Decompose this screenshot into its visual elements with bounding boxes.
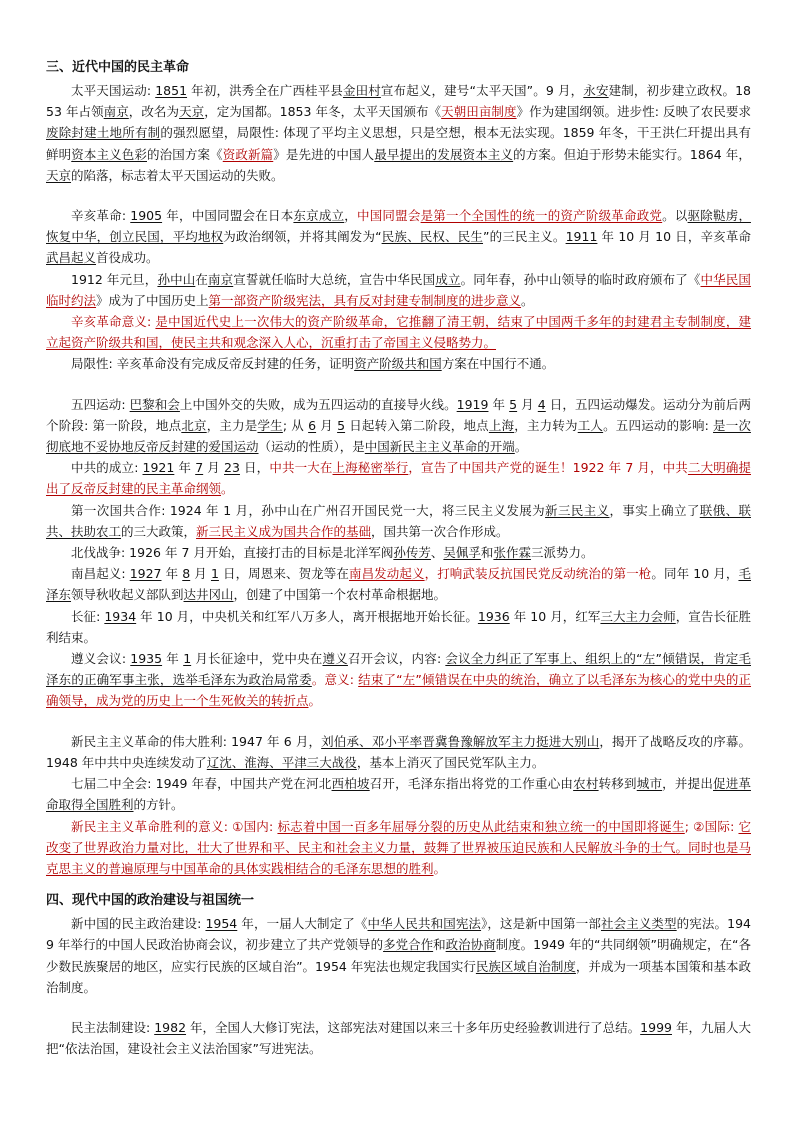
- text-run: 月: [203, 460, 225, 476]
- paragraph: [46, 816, 751, 880]
- underlined-term: 金田村: [342, 83, 381, 98]
- highlighted-text: 。: [308, 693, 322, 709]
- underlined-term: 4: [537, 396, 546, 412]
- underlined-term: 中华人民共和国宪法: [367, 916, 482, 932]
- text-run: 。同年春，孙中山领导的临时政府颁布了《: [460, 271, 701, 287]
- text-run: ，定为国都。1853 年冬，太平天国颁布《: [204, 104, 442, 120]
- text-run: 的陷落，标志着太平天国运动的失败。: [71, 167, 284, 183]
- text-run: 年: [162, 651, 184, 667]
- section-heading: 三、近代中国的民主革命: [46, 60, 190, 75]
- text-run: 召开，毛泽东指出将党的工作重心由: [369, 776, 574, 792]
- underlined-term: 天京: [179, 104, 205, 120]
- paragraph: [46, 311, 751, 353]
- underlined-term: 1982: [154, 1019, 187, 1035]
- highlighted-text: 。: [433, 860, 447, 876]
- underlined-term: 南京: [207, 271, 234, 287]
- paragraph: [46, 1017, 751, 1059]
- underlined-term: 吴佩孚: [443, 545, 481, 561]
- text-run: 的方案。但迫于形势未能实行。1864 年，: [513, 146, 751, 162]
- underlined-term: 多党合作: [383, 937, 434, 953]
- text-run: 局限性: 辛亥革命没有完成反帝反封建的任务，证明: [71, 356, 355, 372]
- text-run: 为政治纲领，并将其阐发为“: [223, 229, 382, 245]
- paragraph: [46, 80, 751, 186]
- text-run: 制度。1949 年的“共同纲领”明确规定，在“各少数民族聚居的地区，应实行民族的区域自治”。1954 年宪法也规定我国实行: [46, 937, 751, 974]
- text-run: 的三大政策，: [121, 523, 197, 539]
- text-run: 上中国外交的失败，成为五四运动的直接导火线。: [179, 396, 457, 412]
- underlined-term: 达井冈山: [183, 587, 234, 603]
- highlighted-underlined-term: 是第一个全国性的统一的资产阶级革命政党: [420, 208, 663, 224]
- underlined-term: 北京: [181, 417, 207, 433]
- text-run: 建制，初步建立政权。1853 年占领: [46, 83, 751, 120]
- text-run: ，: [344, 208, 357, 224]
- underlined-term: 永安: [583, 83, 609, 98]
- underlined-term: 1999: [640, 1019, 672, 1035]
- paragraph: [46, 542, 751, 563]
- block-spacer: [46, 186, 751, 205]
- paragraph: [46, 563, 751, 605]
- highlighted-underlined-term: 天朝田亩制度: [441, 104, 517, 120]
- text-run: 民主法制建设:: [71, 1019, 155, 1035]
- underlined-term: 1921: [142, 460, 175, 476]
- text-run: 年 10 月 10 日，辛亥革命: [597, 229, 751, 245]
- text-run: 南昌起义:: [71, 566, 130, 582]
- underlined-term: 辽沈、淮海、平津三大战役: [206, 754, 357, 770]
- underlined-term: 学生: [257, 417, 283, 433]
- text-run: 月长征途中，党中央在: [191, 651, 323, 667]
- underlined-term: 民族区域自治制度: [475, 958, 576, 974]
- text-run: 1912 年元旦，: [71, 271, 158, 287]
- text-run: 。五四运动的影响:: [603, 417, 714, 433]
- underlined-term: 1911: [565, 229, 598, 245]
- underlined-term: 1934: [104, 608, 137, 624]
- underlined-term: 孙中山: [157, 271, 196, 287]
- text-run: 》，这是新中国第一部: [481, 916, 601, 932]
- underlined-term: 最早提出的发展资本主义: [374, 146, 514, 162]
- underlined-term: 刘伯承、邓小平率晋冀鲁豫解放军主力挺进大别山: [321, 733, 600, 749]
- text-run: 七届二中全会: 1949 年春，中国共产党在河北: [71, 776, 332, 792]
- highlighted-underlined-term: 第一部资产阶级宪法，具有反对封建专制制度的进步意义: [208, 292, 522, 308]
- highlighted-text: ，宣告了中国共产党的诞生！1922 年 7 月，中共: [408, 460, 688, 476]
- text-run: ”的三民主义。: [483, 229, 566, 245]
- text-run: 辛亥革命:: [71, 208, 131, 224]
- underlined-term: 中国新民主主义革命的开端: [364, 439, 515, 455]
- underlined-term: 1851: [155, 83, 188, 98]
- highlighted-text: 中共一大在: [269, 460, 333, 476]
- text-run: ，主力是: [206, 417, 258, 433]
- block-spacer: [46, 712, 751, 731]
- highlighted-underlined-term: 南昌发动起义: [348, 566, 425, 582]
- text-run: 年，九届人大把“依法治国，建设社会主义法治国家”写进宪法。: [46, 1019, 751, 1057]
- underlined-term: 5: [337, 417, 346, 433]
- text-run: ，并成为一项基本国策和基本政治制度。: [46, 958, 751, 995]
- text-run: 北伐战争: 1926 年 7 月开始，直接打击的目标是北洋军阀: [71, 545, 394, 561]
- text-run: ，事实上确立了: [609, 502, 700, 518]
- text-run: 年，中国同盟会在日本: [162, 208, 294, 224]
- paragraph: [46, 731, 751, 773]
- underlined-term: 上海: [488, 417, 515, 433]
- highlighted-text: 辛亥革命意义:: [71, 314, 156, 330]
- underlined-term: 会议全力纠正了军事上、组织上的“左”倾错误，肯定毛泽东的正确军事主张，选举毛泽东为政治局常委: [46, 651, 751, 688]
- text-run: （运动的性质），是: [258, 439, 365, 455]
- text-run: ，揭开了战略反攻的序幕。1948 年中共中央连续发动了: [46, 733, 751, 770]
- text-run: 新民主主义革命的伟大胜利: 1947 年 6 月，: [71, 733, 322, 749]
- highlighted-text: 。: [221, 481, 234, 497]
- block-spacer: [46, 998, 751, 1017]
- underlined-term: 7: [195, 460, 204, 476]
- underlined-term: 南京: [103, 104, 129, 120]
- text-run: 的宪法。1949 年举行的中国人民政治协商会议，初步建立了共产党领导的: [46, 916, 751, 953]
- text-run: 》作为建国纲领。进步性: 反映了农民要求: [516, 104, 751, 120]
- text-run: 遵义会议:: [71, 651, 131, 667]
- text-run: 年 10 月，中央机关和红军八万多人，离开根据地开始长征。: [136, 608, 478, 624]
- text-run: 太平天国运动:: [71, 83, 156, 98]
- text-run: 日起转入第二阶段，地点: [345, 417, 489, 433]
- highlighted-underlined-term: 结束了“左”倾错误在中央的统治，确立了以毛泽东为核心的党中央的正确领导，成为党的历史上一个生死攸关的转折点: [46, 672, 752, 709]
- highlighted-text: ，打响武装反抗国民党反动统治的第一枪: [424, 566, 652, 582]
- underlined-term: 西柏坡: [331, 776, 370, 792]
- paragraph: [46, 205, 751, 269]
- underlined-term: 驱除鞑虏，恢复中华，创立民国，平均地权: [46, 208, 751, 245]
- underlined-term: 工人: [577, 417, 604, 433]
- text-run: ，创建了中国第一个农村革命根据地。: [233, 587, 447, 603]
- paragraph: [46, 773, 751, 815]
- underlined-term: 农村: [573, 776, 599, 792]
- text-run: 。: [514, 439, 528, 455]
- text-run: 新中国的民主政治建设:: [71, 916, 206, 932]
- text-run: 首役成功。: [96, 250, 159, 266]
- underlined-term: 天京: [46, 167, 72, 183]
- highlighted-underlined-term: 它改变了世界政治力量对比，壮大了世界和平、民主和社会主义力量，鼓舞了世界被压迫民族和人民解放斗争的士气。同时也是马克思主义的普遍原理与中国革命的具体实践相结合的毛泽东思想的胜利: [46, 818, 751, 876]
- text-run: 日，五四运动爆发。运动分为前后两个阶段: 第一阶段，地点: [46, 396, 751, 433]
- text-run: 》是先进的中国人: [273, 146, 375, 162]
- underlined-term: 毛泽东: [46, 566, 751, 603]
- paragraph: [46, 457, 751, 499]
- highlighted-underlined-term: 新三民主义成为国共合作的基础: [196, 523, 372, 539]
- paragraph: [46, 353, 751, 374]
- block-spacer: [46, 375, 751, 394]
- text-run: 五四运动:: [71, 396, 130, 412]
- text-run: 月: [316, 417, 338, 433]
- text-run: ; 从: [282, 417, 309, 433]
- underlined-term: 民族、民权、民生: [381, 229, 484, 245]
- underlined-term: 新三民主义: [545, 502, 610, 518]
- text-run: 的方针。: [133, 797, 184, 813]
- text-run: 年初，洪秀全在广西桂平县: [187, 83, 343, 98]
- text-run: 宣布起义，建号“太平天国”。9 月，: [380, 83, 584, 98]
- highlighted-underlined-term: 资政新篇: [222, 146, 274, 162]
- text-run: 第一次国共合作: 1924 年 1 月，孙中山在广州召开国民党一大，将三民主义发展为: [71, 502, 546, 518]
- underlined-term: 是一次彻底地不妥协地反帝反封建的爱国运动: [46, 417, 751, 455]
- highlighted-underlined-term: 上海秘密举行: [332, 460, 409, 476]
- underlined-term: 城市: [636, 776, 663, 792]
- underlined-term: 资产阶级共和国: [354, 356, 442, 372]
- text-run: 年: [161, 566, 183, 582]
- text-run: ，国共第一次合作形成。: [371, 523, 509, 539]
- paragraph: [46, 606, 751, 648]
- highlighted-text: 新民主主义革命胜利的意义: ①国内:: [71, 818, 278, 834]
- underlined-term: 1: [183, 651, 192, 667]
- underlined-term: 促进革命取得全国胜利: [46, 776, 751, 813]
- text-run: 日，: [239, 460, 270, 476]
- underlined-term: 1: [210, 566, 219, 582]
- text-run: 年，一届人大制定了《: [237, 916, 368, 932]
- text-run: 年: [488, 396, 510, 412]
- highlighted-underlined-term: 标志着中国一百多年屈辱分裂的历史从此结束和独立统一的中国即将诞生: [277, 818, 685, 834]
- highlighted-text: 中国同盟会: [357, 208, 421, 224]
- highlighted-text: ; ②国际:: [684, 818, 739, 834]
- underlined-term: 巴黎和会: [129, 396, 180, 412]
- underlined-term: 资本主义色彩: [71, 146, 147, 162]
- text-run: 和: [433, 937, 446, 953]
- underlined-term: 1919: [456, 396, 489, 412]
- underlined-term: 武昌起义: [46, 250, 97, 266]
- text-run: 月: [517, 396, 538, 412]
- text-run: 。以: [662, 208, 688, 224]
- text-run: 年: [174, 460, 196, 476]
- underlined-term: 政治协商: [445, 937, 496, 953]
- underlined-term: 1936: [477, 608, 510, 624]
- underlined-term: 三大主力会师: [600, 608, 676, 624]
- text-run: 。同年 10 月，: [651, 566, 739, 582]
- text-run: 年，全国人大修订宪法，这部宪法对建国以来三十多年历史经验教训进行了总结。: [186, 1019, 641, 1035]
- highlighted-underlined-term: 中华民国临时约法: [46, 271, 751, 308]
- paragraph: [46, 648, 751, 712]
- highlighted-underlined-term: 二大明确提出了反帝反封建的民主革命纲领: [46, 460, 751, 497]
- text-run: 长征:: [71, 608, 105, 624]
- text-run: 的强烈愿望，局限性: 体现了平均主义思想，只是空想，根本无法实现。1859 年冬，干王洪仁玕提出具有鲜明: [46, 125, 751, 162]
- underlined-term: 6: [308, 417, 317, 433]
- text-run: ，宣告长征胜利结束。: [46, 608, 752, 645]
- document-body: [46, 58, 751, 1059]
- underlined-term: 孙传芳: [393, 545, 431, 561]
- text-run: 年 10 月，红军: [509, 608, 601, 624]
- highlighted-underlined-term: 是中国近代史上一次伟大的资产阶级革命，它推翻了清王朝，结束了中国两千多年的封建君主专制制度，建立起资产阶级共和国，使民主共和观念深入人心，沉重打击了帝国主义侵略势力。: [46, 314, 751, 351]
- underlined-term: 1905: [130, 208, 163, 224]
- paragraph: [46, 394, 751, 458]
- text-run: 三派势力。: [530, 545, 594, 561]
- text-run: ，主力转为: [514, 417, 578, 433]
- underlined-term: 社会主义类型: [600, 916, 677, 932]
- underlined-term: 1935: [130, 651, 163, 667]
- text-run: ，基本上消灭了国民党军队主力。: [356, 754, 545, 770]
- text-run: 日，周恩来、贺龙等在: [218, 566, 349, 582]
- text-run: 中共的成立:: [71, 460, 143, 476]
- underlined-term: 成立: [435, 271, 461, 287]
- section-spacer: [46, 879, 751, 891]
- text-run: 转移到: [598, 776, 637, 792]
- underlined-term: 5: [509, 396, 518, 412]
- text-run: 方案在中国行不通。: [441, 356, 555, 372]
- underlined-term: 8: [182, 566, 191, 582]
- text-run: 。: [521, 292, 534, 308]
- paragraph: [46, 913, 751, 998]
- text-run: 宣誓就任临时大总统，宣告中华民国: [233, 271, 436, 287]
- text-run: 在: [195, 271, 208, 287]
- underlined-term: 1954: [205, 916, 238, 932]
- section-heading: 四、现代中国的政治建设与祖国统一: [46, 893, 255, 909]
- text-run: 》成为了中国历史上: [96, 292, 209, 308]
- text-run: 、: [430, 545, 444, 561]
- underlined-term: 1927: [129, 566, 162, 582]
- underlined-term: 23: [224, 460, 240, 476]
- text-run: 领导秋收起义部队到: [71, 587, 184, 603]
- underlined-term: 联俄、联共、扶助农工: [46, 502, 751, 539]
- text-run: 召开会议，内容:: [347, 651, 446, 667]
- highlighted-text: 。意义:: [311, 672, 359, 688]
- text-run: ，改名为: [128, 104, 180, 120]
- underlined-term: 东京成立: [293, 208, 345, 224]
- underlined-term: 遵义: [322, 651, 348, 667]
- text-run: 和: [480, 545, 494, 561]
- paragraph: [46, 269, 751, 311]
- text-run: 的治国方案《: [147, 146, 223, 162]
- text-run: ，并提出: [662, 776, 714, 792]
- paragraph: [46, 500, 751, 542]
- underlined-term: 废除封建土地所有制: [46, 125, 161, 141]
- underlined-term: 张作霖: [493, 545, 531, 561]
- text-run: 月: [190, 566, 211, 582]
